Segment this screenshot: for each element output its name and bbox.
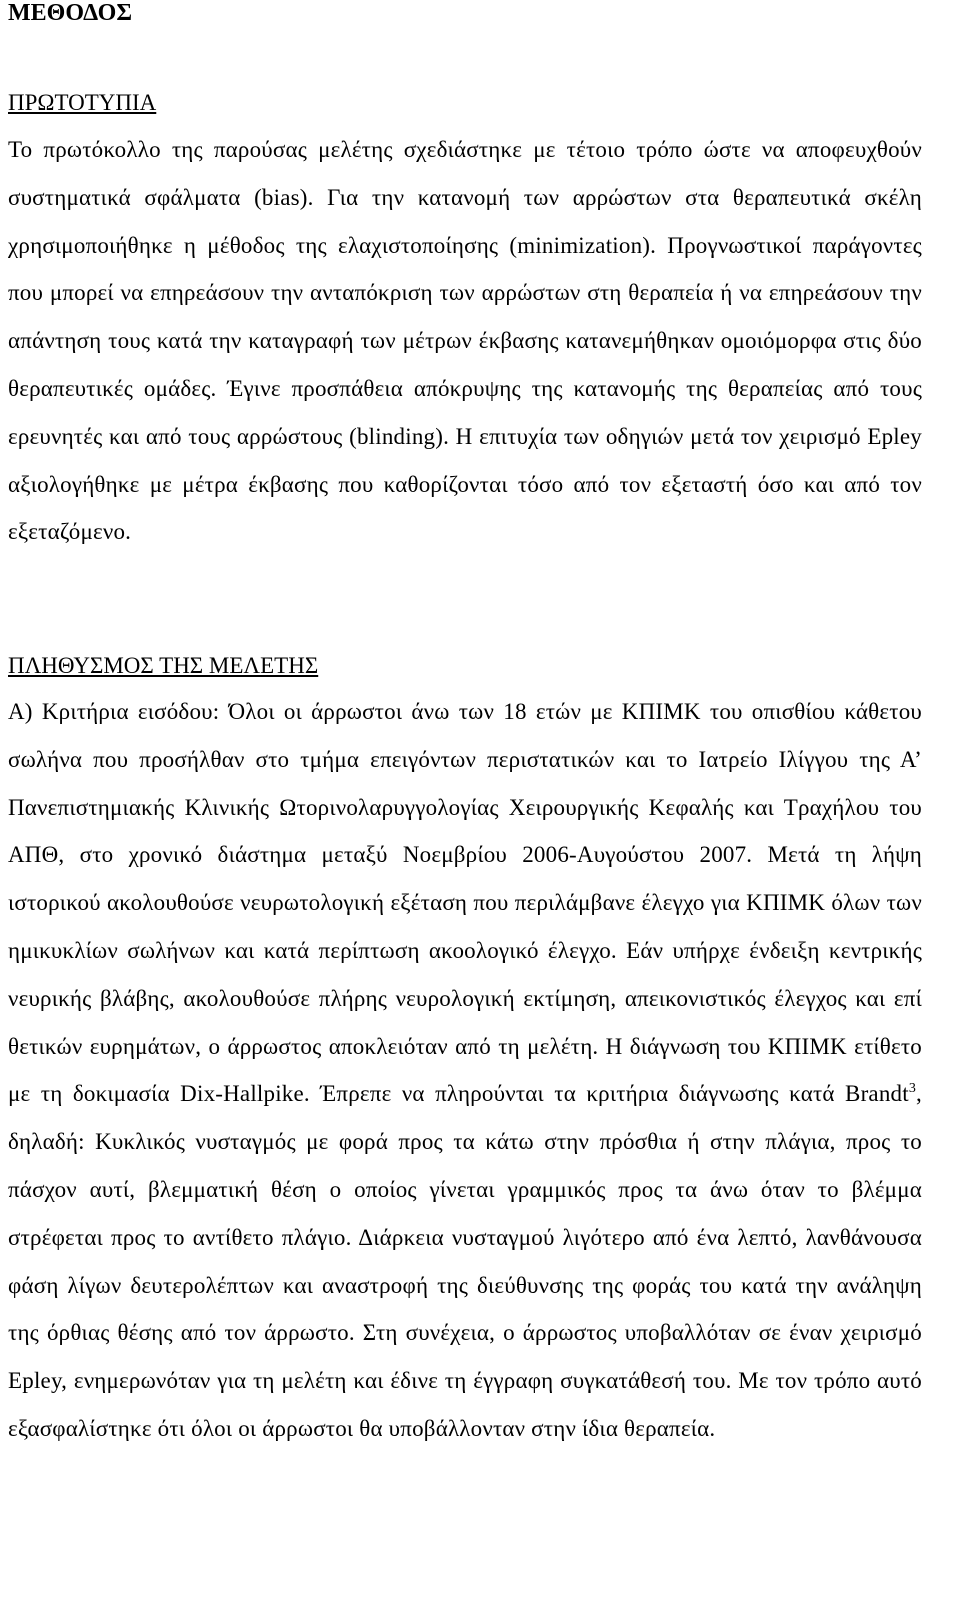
section-paragraph-study-population	[8, 688, 922, 1453]
citation-superscript: 3	[908, 1081, 917, 1097]
section-heading-study-population: ΠΛΗΘΥΣΜΟΣ ΤΗΣ ΜΕΛΕΤΗΣ	[8, 653, 319, 678]
section-heading-originality: ΠΡΩΤΟΤΥΠΙΑ	[8, 90, 157, 115]
paragraph-text-part1: Α) Κριτήρια εισόδου: Όλοι οι άρρωστοι άνω των 18 ετών με ΚΠΙΜΚ του οπισθίου κάθετου σωλήνα που προσήλθαν στο τμήμα επειγόντων περιστατικών και το Ιατρείο Ιλίγγου της Α’ Πανεπιστημιακής Κλινικής Ωτορινολαρυγγολογίας Χειρουργικής Κεφαλής και Τραχήλου του ΑΠΘ, στο χρονικό διάστημα μεταξύ Νοεμβρίου 2006-Αυγούστου 2007. Μετά τη λήψη ιστορικού ακολουθούσε νευρωτολογική εξέταση που περιλάμβανε έλεγχο για ΚΠΙΜΚ όλων των ημικυκλίων σωλήνων και κατά περίπτωση ακοολογικό έλεγχο. Εάν υπήρχε ένδειξη κεντρικής νευρικής βλάβης, ακολουθούσε πλήρης νευρολογική εκτίμηση, απεικονιστικός έλεγχος και επί θετικών ευρημάτων, ο άρρωστος αποκλειόταν από τη μελέτη. Η διάγνωση του ΚΠΙΜΚ ετίθετο με τη δοκιμασία Dix-Hallpike. Έπρεπε να πληρούνται τα κριτήρια διάγνωσης κατά Brandt	[8, 699, 922, 1107]
section-paragraph-originality: Το πρωτόκολλο της παρούσας μελέτης σχεδιάστηκε με τέτοιο τρόπο ώστε να αποφευχθούν συστηματικά σφάλματα (bias). Για την κατανομή των αρρώστων στα θεραπευτικά σκέλη χρησιμοποιήθηκε η μέθοδος της ελαχιστοποίησης (minimization). Προγνωστικοί παράγοντες που μπορεί να επηρεάσουν την ανταπόκριση των αρρώστων στη θεραπεία ή να επηρεάσουν την απάντηση τους κατά την καταγραφή των μέτρων έκβασης κατανεμήθηκαν ομοιόμορφα στις δύο θεραπευτικές ομάδες. Έγινε προσπάθεια απόκρυψης της κατανομής της θεραπείας από τους ερευνητές και από τους αρρώστους (blinding). Η επιτυχία των οδηγιών μετά τον χειρισμό Epley αξιολογήθηκε με μέτρα έκβασης που καθορίζονται τόσο από τον εξεταστή όσο και από τον εξεταζόμενο.	[8, 137, 922, 545]
paragraph-text-part2: , δηλαδή: Κυκλικός νυσταγμός με φορά προς τα κάτω στην πρόσθια ή στην πλάγια, προς το πάσχον αυτί, βλεμματική θέση ο οποίος γίνεται γραμμικός προς τα άνω όταν το βλέμμα στρέφεται προς το αντίθετο πλάγιο. Διάρκεια νυσταγμού λιγότερο από ένα λεπτό, λανθάνουσα φάση λίγων δευτερολέπτων και αναστροφή της διεύθυνσης της φοράς του κατά την ανάληψη της όρθιας θέσης από τον άρρωστο. Στη συνέχεια, ο άρρωστος υποβαλλόταν σε έναν χειρισμό Epley, ενημερωνόταν για τη μελέτη και έδινε τη έγγραφη συγκατάθεσή του. Με τον τρόπο αυτό εξασφαλίστηκε ότι όλοι οι άρρωστοι θα υποβάλλονταν στην ίδια θεραπεία.	[8, 1081, 922, 1441]
document-page	[8, 0, 922, 1441]
document-title: ΜΕΘΟΔΟΣ	[8, 0, 133, 26]
